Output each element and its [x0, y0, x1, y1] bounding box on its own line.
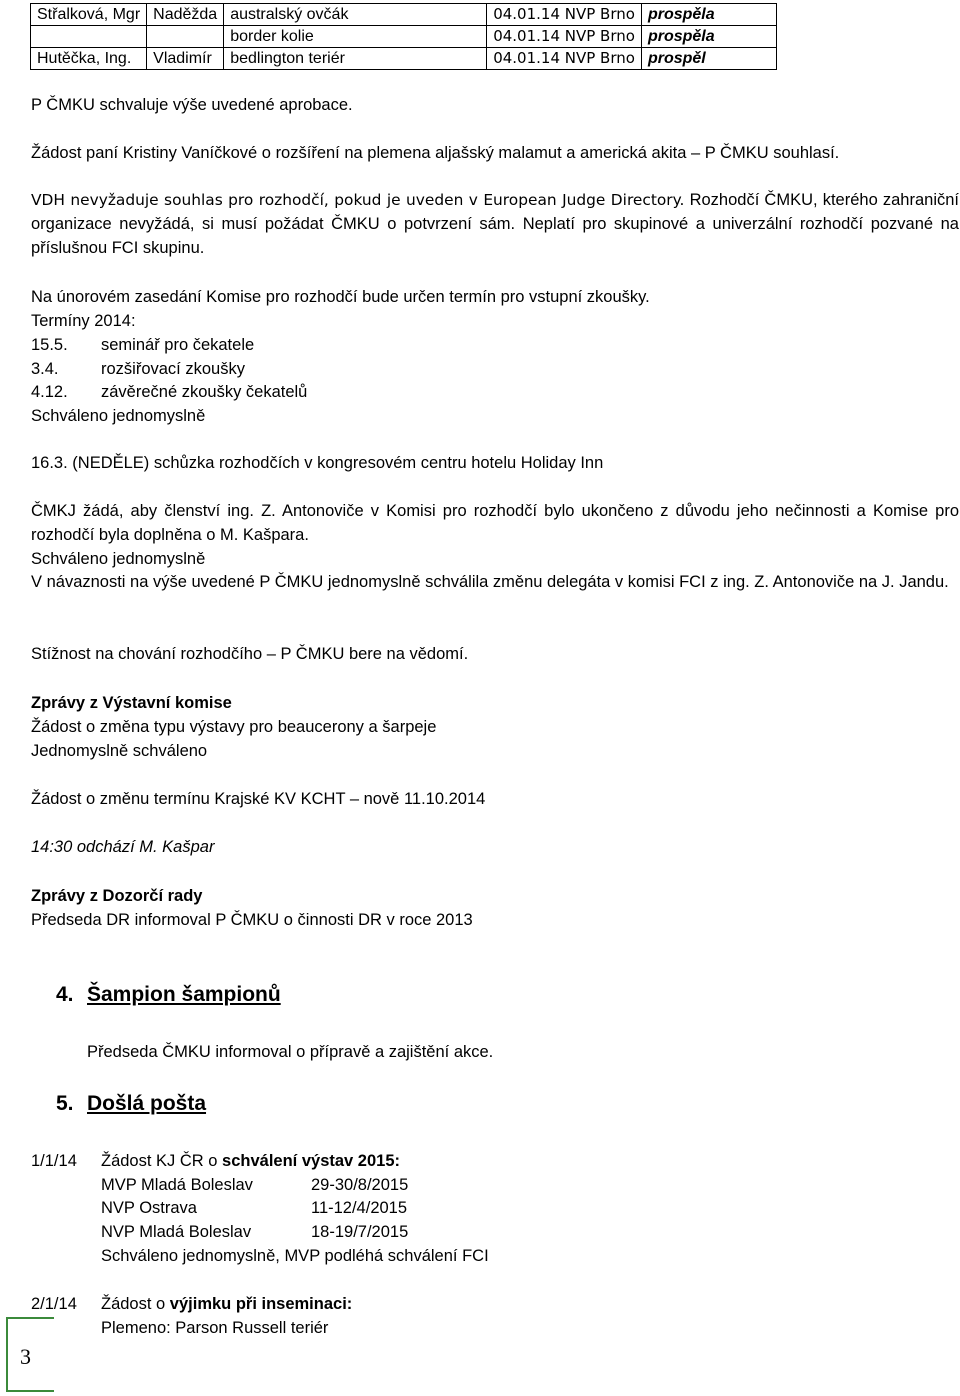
judge-surname: Hutěčka, Ing. — [31, 48, 147, 70]
judge-name: Vladimír — [147, 48, 224, 70]
judge-surname: Střalková, Mgr — [31, 4, 147, 26]
exhibition-request: Žádost o změna typu výstavy pro beaucerony a šarpeje — [31, 718, 437, 736]
judge-breed: border kolie — [224, 26, 487, 48]
show-date: 11-12/4/2015 — [311, 1199, 408, 1217]
term-row — [31, 358, 245, 382]
approve-paragraph: P ČMKU schvaluje výše uvedené aprobace. — [31, 96, 353, 114]
exhibition-approved: Jednomyslně schváleno — [31, 742, 208, 760]
vdh-text-3: Neplatí pro skupinové a univerzální rozhodčí pozvané na příslušnou FCI skupinu. — [31, 214, 959, 257]
section-title: Šampion šampionů — [87, 983, 281, 1006]
delegate-text: V návaznosti na výše uvedené P ČMKU jednomyslně schválila změnu delegáta v komisi FCI z ing. Z. Antonoviče na J. Jandu. — [31, 573, 949, 591]
section-4-heading — [56, 983, 281, 1007]
terms-title: Termíny 2014: — [31, 312, 136, 330]
show-row — [101, 1221, 408, 1245]
request-paragraph: Žádost paní Kristiny Vaníčkové o rozšíření na plemena aljašský malamut a americká akita – P ČMKU souhlasí. — [31, 144, 840, 162]
judge-breed: australský ovčák — [224, 4, 487, 26]
post-text-bold: schválení výstav 2015: — [222, 1152, 401, 1170]
judge-result: prospěla — [641, 26, 776, 48]
show-row — [101, 1174, 408, 1198]
section-5-heading — [56, 1092, 206, 1116]
term-row — [31, 381, 307, 405]
judge-surname — [31, 26, 147, 48]
page-frame-side — [6, 1317, 8, 1392]
judge-result: prospěl — [641, 48, 776, 70]
show-row — [101, 1197, 407, 1221]
section-4-text: Předseda ČMKU informoval o přípravě a zajištění akce. — [87, 1043, 494, 1061]
judges-table — [30, 3, 777, 70]
judge-event: 04.01.14 NVP Brno — [487, 26, 642, 48]
post-date: 1/1/14 — [31, 1152, 77, 1170]
post-breed: Plemeno: Parson Russell teriér — [101, 1319, 329, 1337]
table-row — [31, 26, 777, 48]
judge-event: 04.01.14 NVP Brno — [487, 48, 642, 70]
post-text: Žádost o — [101, 1295, 170, 1313]
post-text: Žádost KJ ČR o — [101, 1152, 223, 1170]
term-label: rozšiřovací zkoušky — [101, 360, 245, 378]
show-date: 29-30/8/2015 — [311, 1176, 409, 1194]
section-number: 5. — [56, 1092, 74, 1115]
judge-result: prospěla — [641, 4, 776, 26]
post-date: 2/1/14 — [31, 1295, 77, 1313]
post-note: Schváleno jednomyslně, MVP podléhá schválení FCI — [101, 1247, 489, 1265]
vdh-text-2: Rozhodčí ČMKU, kterého zahraniční organizace nevyžádá, si musí požádat ČMKU o potvrzení sám. — [31, 191, 960, 233]
show-name: NVP Mladá Boleslav — [101, 1223, 252, 1241]
post-text-bold: výjimku při inseminaci: — [169, 1295, 353, 1313]
meeting-text: 16.3. (NEDĚLE) schůzka rozhodčích v kongresovém centru hotelu Holiday Inn — [31, 454, 604, 472]
kv-change-text: Žádost o změnu termínu Krajské KV KCHT – nově 11.10.2014 — [31, 790, 486, 808]
page-frame-bottom — [6, 1390, 54, 1392]
vdh-paragraph — [31, 189, 959, 260]
show-name: MVP Mladá Boleslav — [101, 1176, 253, 1194]
supervisory-text: Předseda DR informoval P ČMKU o činnosti DR v roce 2013 — [31, 911, 473, 929]
approved-text: Schváleno jednomyslně — [31, 550, 206, 568]
term-date: 3.4. — [31, 360, 59, 378]
judge-name: Naděžda — [147, 4, 224, 26]
section-number: 4. — [56, 983, 74, 1006]
judge-name — [147, 26, 224, 48]
show-name: NVP Ostrava — [101, 1199, 197, 1217]
post-item-1 — [31, 1150, 400, 1174]
exhibition-title: Zprávy z Výstavní komise — [31, 694, 232, 712]
approved-text: Schváleno jednomyslně — [31, 407, 206, 425]
term-row — [31, 334, 254, 358]
judge-breed: bedlington teriér — [224, 48, 487, 70]
exam-intro: Na únorovém zasedání Komise pro rozhodčí bude určen termín pro vstupní zkoušky. — [31, 288, 650, 306]
term-date: 4.12. — [31, 383, 68, 401]
term-label: závěrečné zkoušky čekatelů — [101, 383, 308, 401]
show-date: 18-19/7/2015 — [311, 1223, 409, 1241]
cmkj-request: ČMKJ žádá, aby členství ing. Z. Antonoviče v Komisi pro rozhodčí bylo ukončeno z důvodu jeho nečinnosti a Komise pro rozhodčí byla doplněna o M. Kašpara. — [31, 502, 959, 544]
kaspar-leave-text: 14:30 odchází M. Kašpar — [31, 838, 215, 856]
post-item-2 — [31, 1293, 352, 1317]
complaint-text: Stížnost na chování rozhodčího – P ČMKU bere na vědomí. — [31, 645, 469, 663]
vdh-text-1: VDH nevyžaduje souhlas pro rozhodčí, pokud je uveden v European Judge Directory. — [31, 191, 685, 209]
term-label: seminář pro čekatele — [101, 336, 255, 354]
supervisory-title: Zprávy z Dozorčí rady — [31, 887, 203, 905]
table-row — [31, 48, 777, 70]
page-number: 3 — [20, 1344, 31, 1369]
section-title: Došlá pošta — [87, 1092, 207, 1115]
page-frame-top — [6, 1317, 54, 1319]
judge-event: 04.01.14 NVP Brno — [487, 4, 642, 26]
term-date: 15.5. — [31, 336, 68, 354]
table-row — [31, 4, 777, 26]
